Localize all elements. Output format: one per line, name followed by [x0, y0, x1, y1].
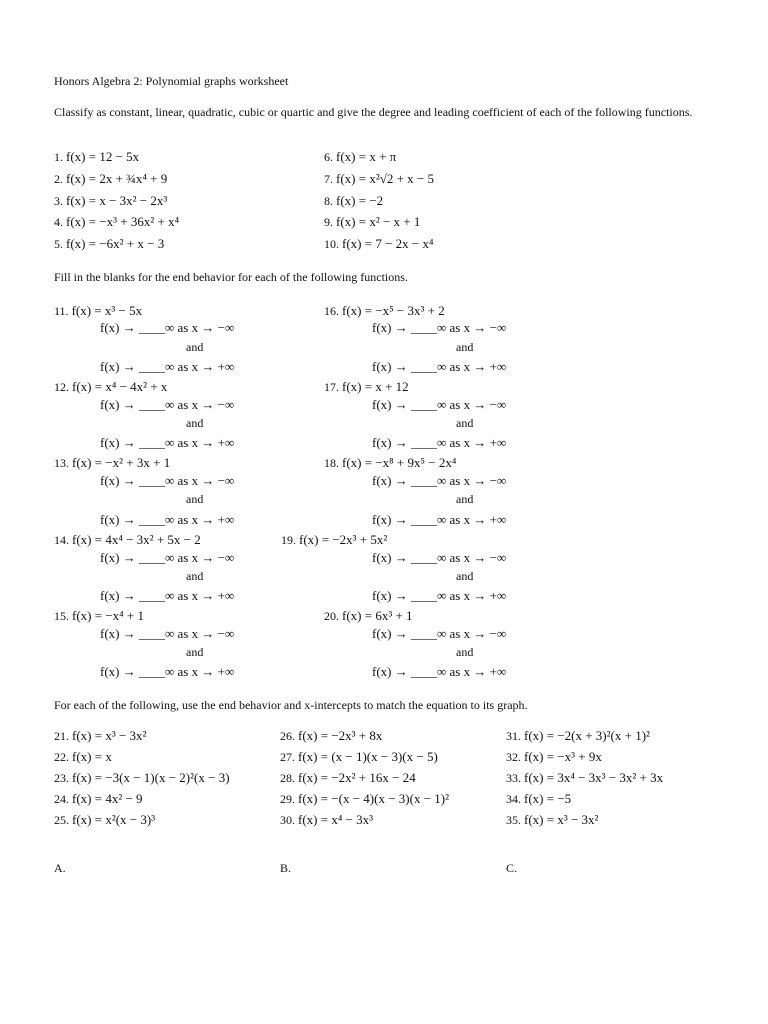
- list-item: 7. f(x) = x²√2 + x − 5: [324, 171, 435, 186]
- end-behavior-pos: f(x) → ____∞ as x → +∞: [100, 512, 235, 527]
- and-label: and: [186, 340, 204, 354]
- and-label: and: [186, 492, 204, 506]
- list-item: 17. f(x) = x + 12: [324, 379, 409, 394]
- end-behavior-pos: f(x) → ____∞ as x → +∞: [372, 435, 507, 450]
- list-item: 4. f(x) = −x³ + 36x² + x⁴: [54, 214, 180, 229]
- list-item: 11. f(x) = x³ − 5x: [54, 303, 143, 318]
- end-behavior-neg: f(x) → ____∞ as x → −∞: [100, 473, 235, 488]
- and-label: and: [456, 645, 474, 659]
- list-item: 18. f(x) = −x⁸ + 9x⁵ − 2x⁴: [324, 455, 457, 470]
- end-behavior-neg: f(x) → ____∞ as x → −∞: [372, 550, 507, 565]
- list-item: 19. f(x) = −2x³ + 5x²: [281, 532, 388, 547]
- end-behavior-neg: f(x) → ____∞ as x → −∞: [100, 397, 235, 412]
- and-label: and: [186, 645, 204, 659]
- end-behavior-pos: f(x) → ____∞ as x → +∞: [100, 664, 235, 679]
- end-behavior-neg: f(x) → ____∞ as x → −∞: [100, 550, 235, 565]
- end-behavior-neg: f(x) → ____∞ as x → −∞: [100, 320, 235, 335]
- end-behavior-neg: f(x) → ____∞ as x → −∞: [372, 397, 507, 412]
- list-item: 21. f(x) = x³ − 3x²: [54, 728, 147, 743]
- list-item: 26. f(x) = −2x³ + 8x: [280, 728, 383, 743]
- end-behavior-pos: f(x) → ____∞ as x → +∞: [100, 359, 235, 374]
- list-item: 9. f(x) = x² − x + 1: [324, 214, 421, 229]
- page-title: Honors Algebra 2: Polynomial graphs worksheet: [54, 74, 289, 88]
- section1-instructions: Classify as constant, linear, quadratic, cubic or quartic and give the degree and leading coefficient of each of the following functions.: [54, 105, 693, 119]
- list-item: 5. f(x) = −6x² + x − 3: [54, 236, 165, 251]
- end-behavior-pos: f(x) → ____∞ as x → +∞: [372, 588, 507, 603]
- section3-instructions: For each of the following, use the end behavior and x-intercepts to match the equation to its graph.: [54, 698, 528, 712]
- list-item: 13. f(x) = −x² + 3x + 1: [54, 455, 171, 470]
- and-label: and: [456, 492, 474, 506]
- list-item: 31. f(x) = −2(x + 3)²(x + 1)²: [506, 728, 650, 743]
- list-item: 12. f(x) = x⁴ − 4x² + x: [54, 379, 168, 394]
- list-item: 25. f(x) = x²(x − 3)³: [54, 812, 156, 827]
- list-item: 1. f(x) = 12 − 5x: [54, 149, 140, 164]
- list-item: 33. f(x) = 3x⁴ − 3x³ − 3x² + 3x: [506, 770, 664, 785]
- list-item: 23. f(x) = −3(x − 1)(x − 2)²(x − 3): [54, 770, 230, 785]
- and-label: and: [186, 569, 204, 583]
- and-label: and: [456, 569, 474, 583]
- list-item: 8. f(x) = −2: [324, 193, 384, 208]
- end-behavior-neg: f(x) → ____∞ as x → −∞: [372, 626, 507, 641]
- list-item: 29. f(x) = −(x − 4)(x − 3)(x − 1)²: [280, 791, 450, 806]
- list-item: 27. f(x) = (x − 1)(x − 3)(x − 5): [280, 749, 438, 764]
- graph-label-a: A.: [54, 861, 66, 875]
- list-item: 35. f(x) = x³ − 3x²: [506, 812, 599, 827]
- end-behavior-pos: f(x) → ____∞ as x → +∞: [372, 512, 507, 527]
- list-item: 10. f(x) = 7 − 2x − x⁴: [324, 236, 434, 251]
- list-item: 15. f(x) = −x⁴ + 1: [54, 608, 145, 623]
- and-label: and: [456, 416, 474, 430]
- and-label: and: [456, 340, 474, 354]
- section2-instructions: Fill in the blanks for the end behavior for each of the following functions.: [54, 270, 408, 284]
- graph-label-c: C.: [506, 861, 518, 875]
- end-behavior-pos: f(x) → ____∞ as x → +∞: [372, 664, 507, 679]
- list-item: 32. f(x) = −x³ + 9x: [506, 749, 602, 764]
- end-behavior-pos: f(x) → ____∞ as x → +∞: [100, 435, 235, 450]
- list-item: 14. f(x) = 4x⁴ − 3x² + 5x − 2: [54, 532, 201, 547]
- graph-label-b: B.: [280, 861, 292, 875]
- and-label: and: [186, 416, 204, 430]
- list-item: 24. f(x) = 4x² − 9: [54, 791, 143, 806]
- list-item: 30. f(x) = x⁴ − 3x³: [280, 812, 374, 827]
- list-item: 28. f(x) = −2x² + 16x − 24: [280, 770, 416, 785]
- end-behavior-neg: f(x) → ____∞ as x → −∞: [100, 626, 235, 641]
- list-item: 22. f(x) = x: [54, 749, 112, 764]
- list-item: 6. f(x) = x + π: [324, 149, 397, 164]
- end-behavior-pos: f(x) → ____∞ as x → +∞: [100, 588, 235, 603]
- end-behavior-neg: f(x) → ____∞ as x → −∞: [372, 473, 507, 488]
- list-item: 20. f(x) = 6x³ + 1: [324, 608, 413, 623]
- list-item: 2. f(x) = 2x + ¾x⁴ + 9: [54, 171, 168, 186]
- list-item: 3. f(x) = x − 3x² − 2x³: [54, 193, 168, 208]
- list-item: 34. f(x) = −5: [506, 791, 572, 806]
- end-behavior-neg: f(x) → ____∞ as x → −∞: [372, 320, 507, 335]
- list-item: 16. f(x) = −x⁵ − 3x³ + 2: [324, 303, 445, 318]
- end-behavior-pos: f(x) → ____∞ as x → +∞: [372, 359, 507, 374]
